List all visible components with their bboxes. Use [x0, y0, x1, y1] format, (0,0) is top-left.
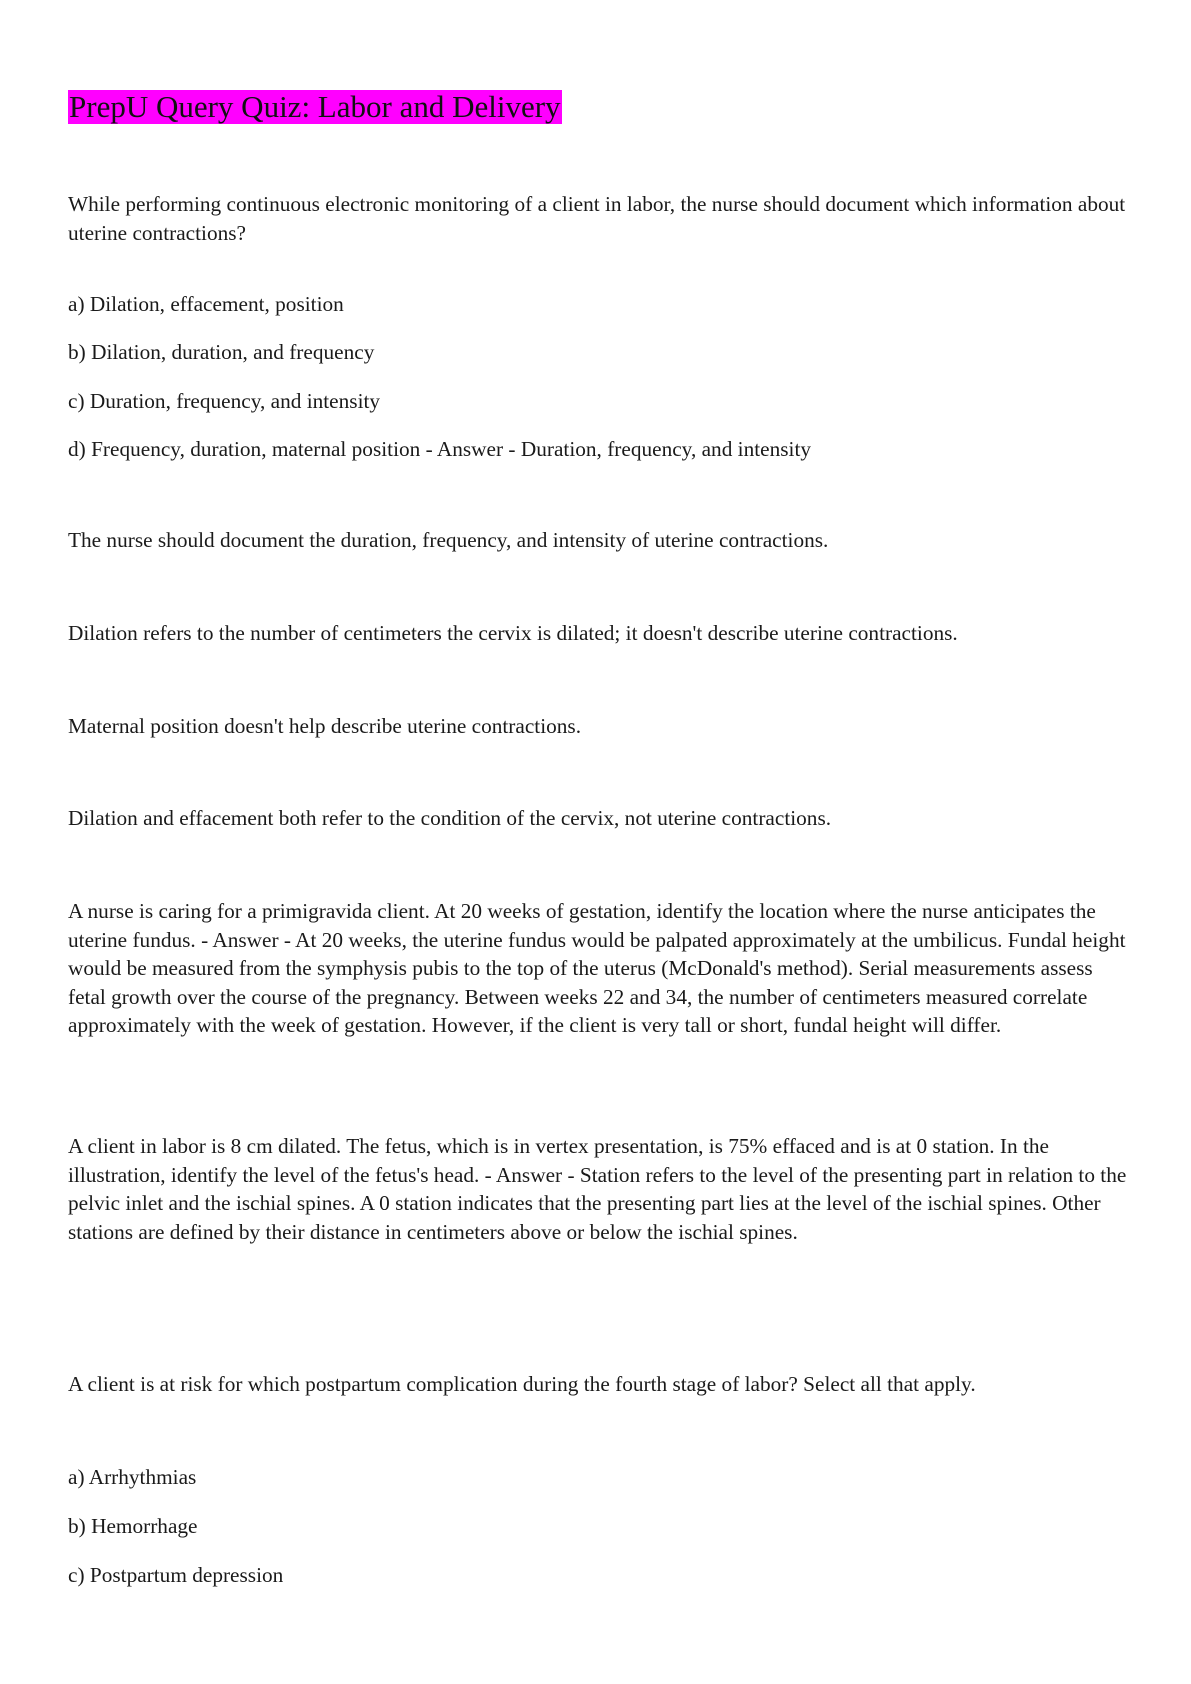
option-text: b) Dilation, duration, and frequency	[68, 340, 375, 364]
explanation-text: The nurse should document the duration, frequency, and intensity of uterine contractions.	[68, 528, 829, 552]
explanation-paragraph	[68, 804, 1128, 833]
question-4-option-c	[68, 1561, 1128, 1590]
page-title: PrepU Query Quiz: Labor and Delivery	[69, 89, 561, 124]
question-4-option-b	[68, 1512, 1128, 1541]
question-4-text	[68, 1370, 1128, 1399]
explanation-text: Dilation and effacement both refer to the condition of the cervix, not uterine contractions.	[68, 806, 832, 830]
option-text: b) Hemorrhage	[68, 1514, 198, 1538]
question-1-option-b	[68, 338, 1128, 367]
question-2-block	[68, 897, 1128, 1040]
question-1-option-d	[68, 435, 1128, 464]
explanation-paragraph	[68, 526, 1128, 555]
question-2-text: A nurse is caring for a primigravida client. At 20 weeks of gestation, identify the location where the nurse anticipates the uterine fundus. - Answer - At 20 weeks, the uterine fundus would be palpated approximately at the umbilicus. Fundal height would be measured from the symphysis pubis to the top of the uterus (McDonald's method). Serial measurements assess fetal growth over the course of the pregnancy. Between weeks 22 and 34, the number of centimeters measured correlate approximately with the week of gestation. However, if the client is very tall or short, fundal height will differ.	[68, 899, 1126, 1038]
question-1-option-a	[68, 290, 1128, 319]
question-1-option-c	[68, 387, 1128, 416]
option-text: a) Dilation, effacement, position	[68, 292, 344, 316]
option-text: c) Duration, frequency, and intensity	[68, 389, 381, 413]
explanation-paragraph	[68, 619, 1128, 648]
title-container	[68, 90, 562, 124]
question-1-stem: While performing continuous electronic monitoring of a client in labor, the nurse should document which information about uterine contractions?	[68, 192, 1126, 245]
option-text: a) Arrhythmias	[68, 1465, 197, 1489]
question-3-block	[68, 1132, 1128, 1246]
question-3-text: A client in labor is 8 cm dilated. The fetus, which is in vertex presentation, is 75% effaced and is at 0 station. In the illustration, identify the level of the fetus's head. - Answer - Station refers to the level of the presenting part in relation to the pelvic inlet and the ischial spines. A 0 station indicates that the presenting part lies at the level of the ischial spines. Other stations are defined by their distance in centimeters above or below the ischial spines.	[68, 1134, 1127, 1244]
question-4-stem: A client is at risk for which postpartum complication during the fourth stage of labor? Select all that apply.	[68, 1372, 976, 1396]
explanation-text: Maternal position doesn't help describe uterine contractions.	[68, 714, 582, 738]
option-text: d) Frequency, duration, maternal position - Answer - Duration, frequency, and intensity	[68, 437, 812, 461]
explanation-text: Dilation refers to the number of centimeters the cervix is dilated; it doesn't describe uterine contractions.	[68, 621, 958, 645]
option-text: c) Postpartum depression	[68, 1563, 284, 1587]
explanation-paragraph	[68, 712, 1128, 741]
question-4-option-a	[68, 1463, 1128, 1492]
question-1-text	[68, 190, 1128, 247]
